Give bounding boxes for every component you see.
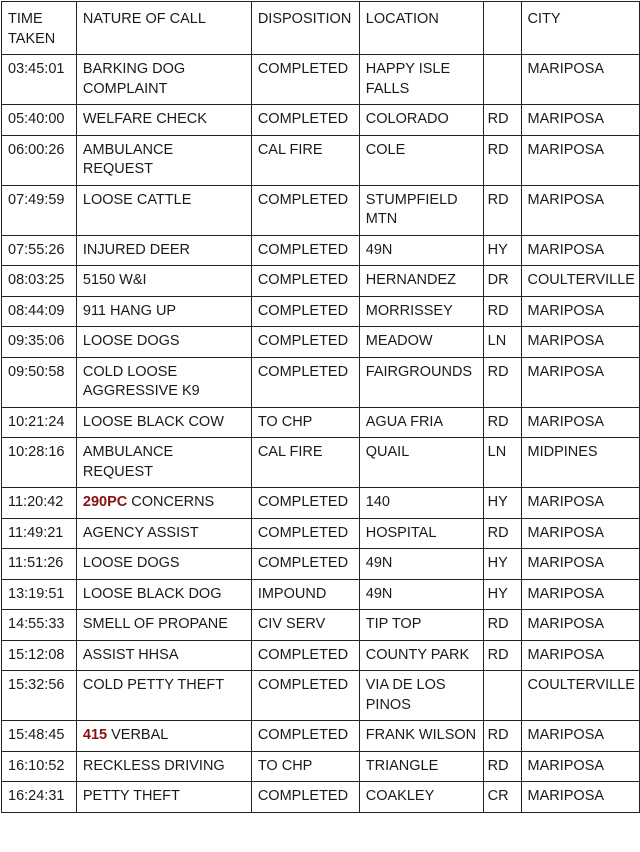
- location-cell: 49N: [359, 579, 483, 610]
- location-cell: 49N: [359, 235, 483, 266]
- table-row: [2, 671, 640, 721]
- location-cell: HOSPITAL: [359, 518, 483, 549]
- table-row: [2, 488, 640, 519]
- table-row: [2, 782, 640, 813]
- disposition-cell: COMPLETED: [251, 235, 359, 266]
- suffix-cell: HY: [483, 235, 521, 266]
- nature-cell: [76, 549, 251, 580]
- time-cell: 07:49:59: [2, 185, 77, 235]
- city-cell: MARIPOSA: [521, 549, 640, 580]
- nature-cell: [76, 782, 251, 813]
- time-cell: 14:55:33: [2, 610, 77, 641]
- city-cell: MARIPOSA: [521, 185, 640, 235]
- nature-text: LOOSE DOGS: [82, 555, 180, 571]
- nature-cell: [76, 438, 251, 488]
- penal-code: 415: [82, 727, 108, 743]
- nature-text: AGENCY ASSIST: [82, 524, 199, 541]
- nature-text: 911 HANG UP: [82, 302, 177, 319]
- suffix-cell: HY: [483, 579, 521, 610]
- nature-text: COLD PETTY THEFT: [82, 677, 225, 693]
- suffix-cell: RD: [483, 610, 521, 641]
- disposition-cell: COMPLETED: [251, 327, 359, 358]
- disposition-cell: TO CHP: [251, 751, 359, 782]
- disposition-cell: COMPLETED: [251, 357, 359, 407]
- nature-text: COLD LOOSE AGGRESSIVE K9: [82, 363, 200, 399]
- disposition-cell: COMPLETED: [251, 266, 359, 297]
- table-row: [2, 105, 640, 136]
- time-cell: 10:21:24: [2, 407, 77, 438]
- city-cell: MARIPOSA: [521, 579, 640, 610]
- suffix-cell: HY: [483, 488, 521, 519]
- city-cell: MIDPINES: [521, 438, 640, 488]
- nature-cell: [76, 135, 251, 185]
- suffix-cell: LN: [483, 327, 521, 358]
- nature-cell: [76, 579, 251, 610]
- nature-cell: [76, 235, 251, 266]
- call-log-table: [1, 1, 640, 813]
- time-cell: 06:00:26: [2, 135, 77, 185]
- disposition-cell: COMPLETED: [251, 549, 359, 580]
- header-city: CITY: [521, 2, 640, 55]
- disposition-cell: COMPLETED: [251, 782, 359, 813]
- table-row: [2, 135, 640, 185]
- table-row: [2, 549, 640, 580]
- location-cell: MEADOW: [359, 327, 483, 358]
- time-cell: 11:49:21: [2, 518, 77, 549]
- time-cell: 15:48:45: [2, 721, 77, 752]
- suffix-cell: RD: [483, 751, 521, 782]
- location-cell: AGUA FRIA: [359, 407, 483, 438]
- disposition-cell: COMPLETED: [251, 640, 359, 671]
- table-row: [2, 185, 640, 235]
- time-cell: 15:12:08: [2, 640, 77, 671]
- time-cell: 03:45:01: [2, 55, 77, 105]
- suffix-cell: RD: [483, 357, 521, 407]
- time-cell: 05:40:00: [2, 105, 77, 136]
- city-cell: MARIPOSA: [521, 610, 640, 641]
- location-cell: HAPPY ISLE FALLS: [359, 55, 483, 105]
- disposition-cell: COMPLETED: [251, 518, 359, 549]
- disposition-cell: IMPOUND: [251, 579, 359, 610]
- nature-text: LOOSE BLACK COW: [82, 413, 224, 430]
- table-row: [2, 721, 640, 752]
- header-nature-of-call: NATURE OF CALL: [76, 2, 251, 55]
- city-cell: MARIPOSA: [521, 135, 640, 185]
- disposition-cell: CAL FIRE: [251, 135, 359, 185]
- location-cell: TIP TOP: [359, 610, 483, 641]
- location-cell: 49N: [359, 549, 483, 580]
- suffix-cell: CR: [483, 782, 521, 813]
- table-row: [2, 266, 640, 297]
- nature-text: LOOSE CATTLE: [82, 191, 192, 208]
- time-cell: 09:35:06: [2, 327, 77, 358]
- table-row: [2, 327, 640, 358]
- nature-cell: [76, 640, 251, 671]
- disposition-cell: COMPLETED: [251, 55, 359, 105]
- nature-cell: [76, 266, 251, 297]
- time-cell: 15:32:56: [2, 671, 77, 721]
- disposition-cell: CAL FIRE: [251, 438, 359, 488]
- nature-text: LOOSE BLACK DOG: [82, 585, 222, 602]
- table-row: [2, 235, 640, 266]
- suffix-cell: LN: [483, 438, 521, 488]
- penal-code: 290PC: [82, 494, 128, 510]
- table-row: [2, 357, 640, 407]
- disposition-cell: TO CHP: [251, 407, 359, 438]
- city-cell: MARIPOSA: [521, 488, 640, 519]
- header-location: LOCATION: [359, 2, 483, 55]
- nature-text: SMELL OF PROPANE: [82, 616, 228, 632]
- nature-text: BARKING DOG COMPLAINT: [82, 61, 190, 97]
- disposition-cell: COMPLETED: [251, 105, 359, 136]
- disposition-cell: COMPLETED: [251, 488, 359, 519]
- nature-cell: [76, 327, 251, 358]
- nature-cell: [76, 518, 251, 549]
- nature-text: INJURED DEER: [82, 241, 191, 258]
- location-cell: TRIANGLE: [359, 751, 483, 782]
- suffix-cell: DR: [483, 266, 521, 297]
- table-row: [2, 751, 640, 782]
- nature-cell: [76, 55, 251, 105]
- nature-text: AMBULANCE REQUEST: [82, 444, 178, 480]
- time-cell: 07:55:26: [2, 235, 77, 266]
- nature-text: AMBULANCE REQUEST: [82, 141, 178, 177]
- location-cell: QUAIL: [359, 438, 483, 488]
- location-cell: MORRISSEY: [359, 296, 483, 327]
- time-cell: 16:10:52: [2, 751, 77, 782]
- suffix-cell: RD: [483, 721, 521, 752]
- city-cell: MARIPOSA: [521, 782, 640, 813]
- header-time-taken: TIME TAKEN: [2, 2, 77, 55]
- nature-cell: [76, 296, 251, 327]
- nature-text: ASSIST HHSA: [82, 646, 179, 663]
- disposition-cell: COMPLETED: [251, 296, 359, 327]
- city-cell: COULTERVILLE: [521, 671, 640, 721]
- suffix-cell: RD: [483, 407, 521, 438]
- suffix-cell: [483, 671, 521, 721]
- nature-cell: [76, 671, 251, 721]
- location-cell: STUMPFIELD MTN: [359, 185, 483, 235]
- suffix-cell: [483, 55, 521, 105]
- table-row: [2, 640, 640, 671]
- nature-text: WELFARE CHECK: [82, 111, 207, 127]
- suffix-cell: RD: [483, 105, 521, 136]
- suffix-cell: RD: [483, 135, 521, 185]
- nature-cell: [76, 751, 251, 782]
- nature-text: CONCERNS: [127, 494, 215, 510]
- nature-text: RECKLESS DRIVING: [82, 757, 225, 774]
- table-row: [2, 296, 640, 327]
- city-cell: MARIPOSA: [521, 55, 640, 105]
- city-cell: MARIPOSA: [521, 721, 640, 752]
- nature-text: 5150 W&I: [82, 272, 147, 288]
- suffix-cell: HY: [483, 549, 521, 580]
- location-cell: VIA DE LOS PINOS: [359, 671, 483, 721]
- nature-text: PETTY THEFT: [82, 788, 180, 804]
- nature-cell: [76, 721, 251, 752]
- header-disposition: DISPOSITION: [251, 2, 359, 55]
- city-cell: MARIPOSA: [521, 105, 640, 136]
- city-cell: MARIPOSA: [521, 407, 640, 438]
- location-cell: COLE: [359, 135, 483, 185]
- location-cell: COUNTY PARK: [359, 640, 483, 671]
- location-cell: 140: [359, 488, 483, 519]
- location-cell: HERNANDEZ: [359, 266, 483, 297]
- nature-cell: [76, 357, 251, 407]
- location-cell: COLORADO: [359, 105, 483, 136]
- time-cell: 08:03:25: [2, 266, 77, 297]
- time-cell: 11:20:42: [2, 488, 77, 519]
- time-cell: 11:51:26: [2, 549, 77, 580]
- disposition-cell: COMPLETED: [251, 671, 359, 721]
- city-cell: MARIPOSA: [521, 518, 640, 549]
- table-row: [2, 55, 640, 105]
- city-cell: MARIPOSA: [521, 357, 640, 407]
- nature-text: LOOSE DOGS: [82, 333, 180, 349]
- city-cell: MARIPOSA: [521, 327, 640, 358]
- time-cell: 09:50:58: [2, 357, 77, 407]
- nature-cell: [76, 407, 251, 438]
- disposition-cell: CIV SERV: [251, 610, 359, 641]
- nature-cell: [76, 185, 251, 235]
- city-cell: COULTERVILLE: [521, 266, 640, 297]
- table-row: [2, 579, 640, 610]
- suffix-cell: RD: [483, 518, 521, 549]
- table-row: [2, 407, 640, 438]
- suffix-cell: RD: [483, 296, 521, 327]
- city-cell: MARIPOSA: [521, 296, 640, 327]
- disposition-cell: COMPLETED: [251, 185, 359, 235]
- location-cell: FRANK WILSON: [359, 721, 483, 752]
- time-cell: 13:19:51: [2, 579, 77, 610]
- nature-cell: [76, 105, 251, 136]
- location-cell: COAKLEY: [359, 782, 483, 813]
- city-cell: MARIPOSA: [521, 640, 640, 671]
- city-cell: MARIPOSA: [521, 235, 640, 266]
- time-cell: 16:24:31: [2, 782, 77, 813]
- table-row: [2, 610, 640, 641]
- suffix-cell: RD: [483, 185, 521, 235]
- nature-cell: [76, 488, 251, 519]
- table-row: [2, 518, 640, 549]
- table-row: [2, 438, 640, 488]
- nature-cell: [76, 610, 251, 641]
- city-cell: MARIPOSA: [521, 751, 640, 782]
- header-row: [2, 2, 640, 55]
- header-suffix: [483, 2, 521, 55]
- nature-text: VERBAL: [107, 727, 169, 743]
- time-cell: 08:44:09: [2, 296, 77, 327]
- disposition-cell: COMPLETED: [251, 721, 359, 752]
- location-cell: FAIRGROUNDS: [359, 357, 483, 407]
- time-cell: 10:28:16: [2, 438, 77, 488]
- suffix-cell: RD: [483, 640, 521, 671]
